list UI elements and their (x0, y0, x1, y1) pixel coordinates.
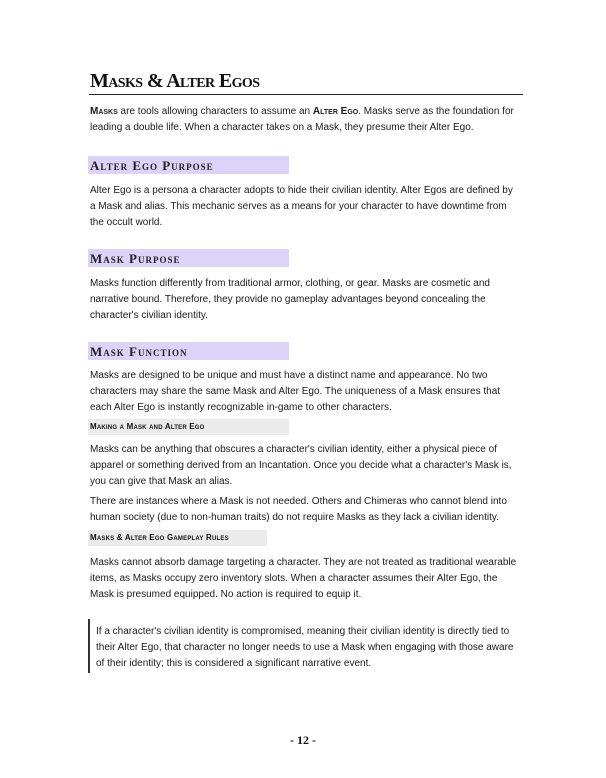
heading-alter-ego-purpose: Alter Ego Purpose (88, 156, 289, 174)
callout-text: If a character's civilian identity is compromised, meaning their civilian identity is directly tied to their Alter Ego, that character no longer needs to use a Mask when engaging with those aware of their identity; this is considered a significant narrative event. (96, 626, 514, 669)
term-alter-ego: Alter Ego (312, 106, 359, 117)
gameplay-rules-body (90, 555, 520, 603)
mask-function-body (90, 368, 520, 416)
mask-purpose-body (90, 276, 520, 324)
intro-text-2: . Masks serve as the foundation for leading a double life. When a character takes on a Mask, they presume their Alter Ego. (90, 106, 514, 133)
mask-function-text: Masks are designed to be unique and must have a distinct name and appearance. No two characters may share the same Mask and Alter Ego. The uniqueness of a Mask ensures that each Alter Ego is instantly recognizable in-game to other characters. (90, 370, 501, 413)
heading-mask-function: Mask Function (88, 342, 289, 360)
intro-text-1: are tools allowing characters to assume an (117, 106, 313, 117)
making-mask-body-1 (90, 442, 520, 490)
alter-ego-purpose-body (90, 183, 520, 231)
alter-ego-purpose-text: Alter Ego is a persona a character adopts to hide their civilian identity. Alter Egos are defined by a Mask and alias. This mechanic serves as a means for your character to have downtime from the occult world. (90, 185, 513, 228)
callout-note (88, 619, 520, 673)
page-number: - 12 - (290, 733, 316, 747)
term-masks: Masks (90, 106, 118, 117)
gameplay-rules-text: Masks cannot absorb damage targeting a character. They are not treated as traditional wearable items, as Masks occupy zero inventory slots. When a character assumes their Alter Ego, the Mask is presumed equipped. No action is required to equip it. (90, 557, 517, 600)
intro-paragraph (90, 104, 520, 136)
making-mask-body-2 (90, 494, 520, 526)
subheading-making-mask: Making a Mask and Alter Ego (88, 419, 289, 435)
subheading-gameplay-rules: Masks & Alter Ego Gameplay Rules (88, 530, 267, 546)
page-title: Masks & Alter Egos (90, 70, 260, 92)
making-mask-text-2: There are instances where a Mask is not needed. Others and Chimeras who cannot blend into human society (due to non-human traits) do not require Masks as they lack a civilian identity. (90, 496, 507, 523)
title-underline (89, 94, 523, 95)
heading-mask-purpose: Mask Purpose (88, 249, 289, 267)
making-mask-text-1: Masks can be anything that obscures a character's civilian identity, either a physical piece of apparel or something derived from an Incantation. Once you decide what a character's Mask is, you can give that Mask an alias. (90, 444, 512, 487)
mask-purpose-text: Masks function differently from traditional armor, clothing, or gear. Masks are cosmetic and narrative bound. Therefore, they provide no gameplay advantages beyond concealing the character's civilian identity. (90, 278, 490, 321)
